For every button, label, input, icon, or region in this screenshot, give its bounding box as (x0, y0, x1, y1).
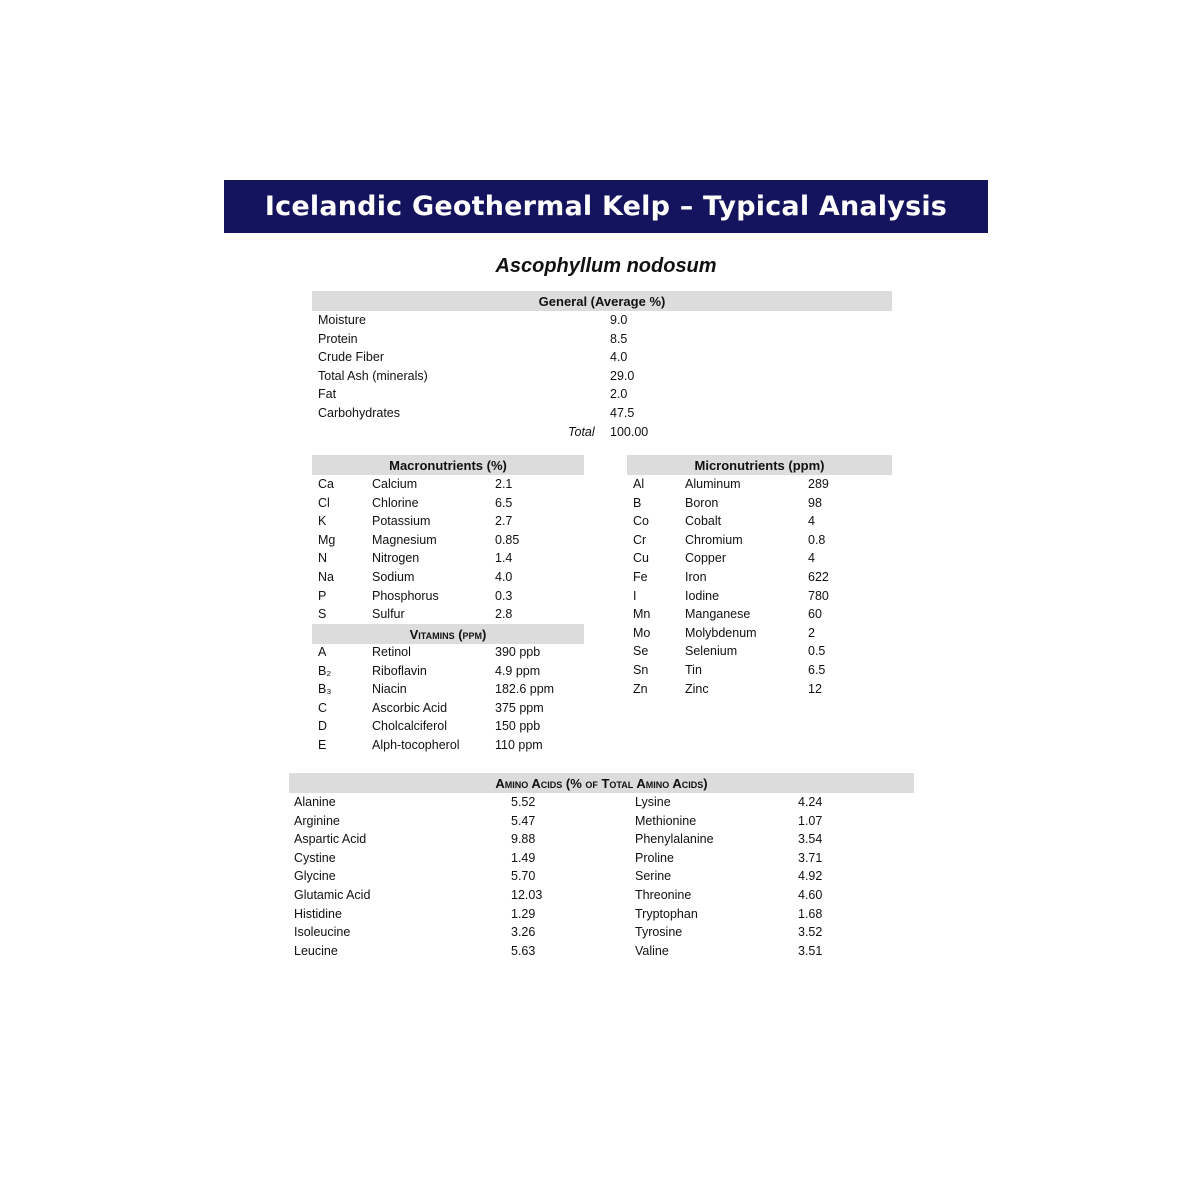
micronutrient-name: Iron (685, 570, 707, 584)
amino-acid-name: Arginine (294, 813, 340, 828)
macronutrient-name: Sodium (372, 570, 415, 584)
vitamin-symbol: C (318, 700, 328, 715)
amino-acid-name: Glutamic Acid (294, 888, 371, 902)
macronutrient-symbol: S (318, 607, 327, 622)
amino-acid-name: Valine (635, 943, 669, 958)
micronutrient-symbol: Mn (633, 607, 651, 622)
macronutrient-value: 6.5 (495, 495, 513, 510)
amino-acid-name: Isoleucine (294, 925, 351, 940)
amino-acid-name: Histidine (294, 906, 342, 921)
vitamin-name: Ascorbic Acid (372, 700, 448, 715)
micronutrient-name: Zinc (685, 681, 709, 696)
macronutrient-value: 0.85 (495, 532, 520, 547)
micronutrient-name: Manganese (685, 607, 751, 622)
general-value: 2.0 (610, 387, 628, 402)
amino-acid-value: 3.51 (798, 943, 823, 958)
macronutrient-name: Sulfur (372, 607, 405, 622)
vitamin-value: 150 ppb (495, 719, 541, 734)
general-header-label: General (Average %) (538, 293, 666, 309)
vitamin-value: 390 ppb (495, 645, 541, 659)
macronutrients-header (312, 455, 584, 475)
amino-acids-header-label: Amino Acids (% of Total Amino Acids) (495, 775, 708, 791)
micronutrient-symbol: Zn (633, 681, 648, 696)
macronutrient-symbol: Mg (318, 532, 336, 547)
micronutrient-symbol: B (633, 495, 642, 510)
micronutrient-value: 0.5 (808, 644, 826, 659)
vitamin-symbol: D (318, 719, 328, 734)
general-value: 29.0 (610, 368, 635, 383)
general-name: Moisture (318, 313, 366, 327)
micronutrient-symbol: Sn (633, 663, 649, 677)
micronutrients-table (633, 475, 892, 700)
micronutrient-value: 4 (808, 514, 815, 529)
amino-acid-value: 4.60 (798, 888, 823, 902)
macronutrient-value: 4.0 (495, 570, 513, 584)
micronutrient-value: 289 (808, 477, 829, 491)
general-name: Crude Fiber (318, 350, 384, 365)
amino-acids-header (289, 773, 914, 793)
macronutrient-symbol: Cl (318, 495, 330, 510)
amino-acid-value: 3.52 (798, 925, 823, 940)
general-name: Fat (318, 387, 337, 402)
amino-acid-name: Lysine (635, 795, 671, 809)
general-total-label: Total (568, 424, 595, 439)
general-value: 47.5 (610, 406, 635, 420)
micronutrient-symbol: Se (633, 644, 649, 659)
amino-acid-value: 1.49 (511, 850, 536, 865)
amino-acid-value: 1.68 (798, 906, 823, 921)
micronutrient-value: 0.8 (808, 532, 826, 547)
micronutrient-name: Selenium (685, 644, 738, 659)
general-value: 8.5 (610, 331, 628, 346)
amino-acid-name: Methionine (635, 813, 697, 828)
amino-acid-value: 1.07 (798, 813, 823, 828)
micronutrient-name: Boron (685, 495, 719, 510)
amino-acid-name: Cystine (294, 850, 336, 865)
micronutrient-value: 622 (808, 570, 829, 584)
vitamin-value: 110 ppm (495, 738, 543, 752)
macronutrient-name: Potassium (372, 514, 431, 529)
amino-acid-name: Aspartic Acid (294, 832, 367, 847)
vitamin-name: Retinol (372, 645, 411, 659)
vitamin-name: Cholcalciferol (372, 719, 448, 734)
macronutrient-name: Calcium (372, 477, 418, 491)
macronutrients-table (318, 475, 584, 625)
micronutrient-name: Molybdenum (685, 625, 757, 640)
amino-acid-name: Phenylalanine (635, 832, 714, 847)
general-name: Total Ash (minerals) (318, 368, 428, 383)
amino-acid-value: 12.03 (511, 888, 543, 902)
macronutrient-name: Chlorine (372, 495, 419, 510)
amino-acids-left-table (294, 793, 594, 963)
micronutrient-symbol: Al (633, 477, 645, 491)
amino-acid-value: 1.29 (511, 906, 536, 921)
amino-acid-name: Glycine (294, 869, 336, 884)
vitamin-name: Niacin (372, 682, 407, 697)
vitamin-value: 4.9 ppm (495, 663, 541, 678)
micronutrient-name: Copper (685, 551, 726, 566)
amino-acid-value: 5.52 (511, 795, 536, 809)
vitamin-symbol: A (318, 645, 327, 659)
amino-acid-name: Tryptophan (635, 906, 698, 921)
page-title: Icelandic Geothermal Kelp – Typical Analysis (264, 191, 948, 222)
amino-acid-name: Serine (635, 869, 672, 884)
amino-acid-value: 5.63 (511, 943, 536, 958)
micronutrient-value: 780 (808, 588, 829, 603)
macronutrient-value: 1.4 (495, 551, 513, 566)
vitamins-table (318, 643, 584, 758)
amino-acid-name: Alanine (294, 795, 336, 809)
amino-acid-name: Leucine (294, 943, 338, 958)
title-banner (224, 180, 988, 233)
macronutrient-name: Magnesium (372, 532, 437, 547)
micronutrient-value: 6.5 (808, 663, 826, 677)
micronutrient-value: 4 (808, 551, 815, 566)
macronutrient-value: 2.1 (495, 477, 513, 491)
macronutrient-value: 2.7 (495, 514, 513, 529)
micronutrients-header (627, 455, 892, 475)
micronutrient-name: Cobalt (685, 514, 722, 529)
general-table (318, 311, 878, 441)
vitamin-symbol: B₂ (318, 663, 332, 678)
amino-acid-name: Proline (635, 850, 674, 865)
vitamin-value: 182.6 ppm (495, 682, 555, 697)
micronutrient-symbol: I (633, 588, 637, 603)
micronutrient-name: Aluminum (685, 477, 741, 491)
general-value: 4.0 (610, 350, 628, 365)
macronutrient-symbol: K (318, 514, 327, 529)
macronutrient-symbol: Na (318, 570, 334, 584)
amino-acid-value: 3.54 (798, 832, 823, 847)
macronutrient-value: 2.8 (495, 607, 513, 622)
general-header (312, 291, 892, 311)
micronutrient-name: Iodine (685, 588, 720, 603)
micronutrient-value: 12 (808, 681, 822, 696)
vitamin-value: 375 ppm (495, 700, 544, 715)
macronutrient-symbol: N (318, 551, 328, 566)
vitamin-name: Riboflavin (372, 663, 427, 678)
general-total-value: 100.00 (610, 424, 649, 439)
general-value: 9.0 (610, 313, 628, 327)
vitamins-header (312, 624, 584, 644)
macronutrient-value: 0.3 (495, 588, 513, 603)
amino-acid-value: 5.70 (511, 869, 536, 884)
macronutrient-name: Phosphorus (372, 588, 439, 603)
macronutrient-symbol: Ca (318, 477, 334, 491)
macronutrient-symbol: P (318, 588, 327, 603)
amino-acid-value: 3.26 (511, 925, 536, 940)
vitamin-symbol: E (318, 738, 327, 752)
micronutrient-name: Tin (685, 663, 702, 677)
micronutrient-symbol: Fe (633, 570, 648, 584)
micronutrient-symbol: Cr (633, 532, 647, 547)
micronutrient-value: 60 (808, 607, 822, 622)
micronutrient-value: 2 (808, 625, 815, 640)
micronutrient-name: Chromium (685, 532, 743, 547)
micronutrient-symbol: Mo (633, 625, 651, 640)
amino-acid-value: 3.71 (798, 850, 823, 865)
vitamin-symbol: B₃ (318, 682, 332, 697)
macronutrient-name: Nitrogen (372, 551, 420, 566)
macronutrients-header-label: Macronutrients (%) (389, 457, 507, 473)
micronutrient-symbol: Cu (633, 551, 649, 566)
micronutrients-header-label: Micronutrients (ppm) (694, 457, 825, 473)
micronutrient-value: 98 (808, 495, 822, 510)
amino-acid-value: 5.47 (511, 813, 536, 828)
vitamins-header-label: Vitamins (ppm) (409, 626, 487, 642)
amino-acids-right-table (635, 793, 915, 963)
amino-acid-value: 4.24 (798, 795, 823, 809)
micronutrient-symbol: Co (633, 514, 649, 529)
species-subtitle: Ascophyllum nodosum (495, 255, 717, 277)
amino-acid-value: 4.92 (798, 869, 823, 884)
general-name: Protein (318, 331, 358, 346)
amino-acid-value: 9.88 (511, 832, 536, 847)
amino-acid-name: Threonine (635, 888, 692, 902)
vitamin-name: Alph-tocopherol (372, 738, 460, 752)
amino-acid-name: Tyrosine (635, 925, 683, 940)
general-name: Carbohydrates (318, 406, 400, 420)
